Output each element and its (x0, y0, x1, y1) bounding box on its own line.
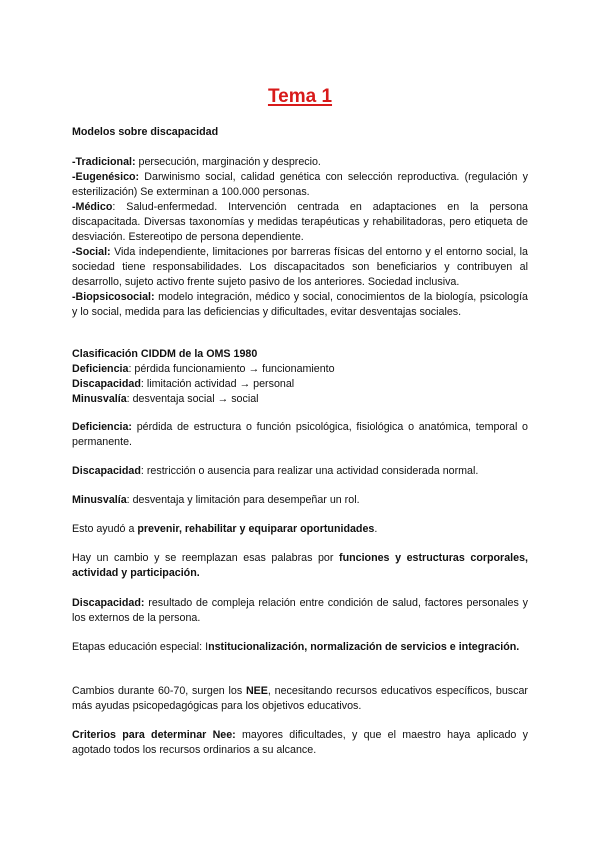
ciddm-deficiencia: Deficiencia: pérdida funcionamiento → funcionamiento (72, 363, 335, 375)
esto-ayudo: Esto ayudó a prevenir, rehabilitar y equiparar oportunidades. (72, 523, 378, 535)
criterios-nee: Criterios para determinar Nee: mayores dificultades, y que el maestro haya aplicado y agotado todos los recursos ordinarios a su alcance. (72, 729, 528, 756)
model-tradicional: -Tradicional: persecución, marginación y desprecio. (72, 156, 321, 168)
cambio-palabras: Hay un cambio y se reemplazan esas palabras por funciones y estructuras corporales, actividad y participación. (72, 552, 528, 579)
model-eugenesico: -Eugenésico: Darwinismo social, calidad genética con selección reproductiva. (regulación y esterilización) Se exterminan a 100.000 personas. (72, 171, 528, 198)
model-biopsicosocial: -Biopsicosocial: modelo integración, médico y social, conocimientos de la biología, psicología y lo social, medida para las deficiencias y dificultades, evitar desventajas sociales. (72, 291, 528, 318)
page-title: Tema 1 (267, 86, 333, 107)
def-deficiencia: Deficiencia: pérdida de estructura o función psicológica, fisiológica o anatómica, temporal o permanente. (72, 421, 528, 448)
def-minusvalia: Minusvalía: desventaja y limitación para desempeñar un rol. (72, 494, 360, 506)
etapas-educacion: Etapas educación especial: Institucionalización, normalización de servicios e integración. (72, 641, 520, 653)
model-social: -Social: Vida independiente, limitaciones por barreras físicas del entorno y el entorno social, la sociedad tiene responsabilidades. Los discapacitados son beneficiarios y contribuyen al desarrollo, sujeto activo frente sujeto pasivo de los anteriores. Sociedad inclusiva. (72, 246, 528, 288)
cambios-60-70: Cambios durante 60-70, surgen los NEE, necesitando recursos educativos específicos, buscar más ayudas psicopedagógicas para los objetivos educativos. (72, 685, 528, 712)
models-list (72, 155, 528, 320)
ciddm-discapacidad: Discapacidad: limitación actividad → personal (72, 378, 295, 390)
ciddm-minusvalia: Minusvalía: desventaja social → social (72, 393, 259, 405)
def-discapacidad: Discapacidad: restricción o ausencia para realizar una actividad considerada normal. (72, 465, 479, 477)
heading-models: Modelos sobre discapacidad (72, 126, 219, 138)
model-medico: -Médico: Salud-enfermedad. Intervención centrada en adaptaciones en la persona discapacitada. Diversas taxonomías y medidas terapéuticas y rehabilitadoras, pero etiqueta de desviación. Estereotipo de persona dependiente. (72, 201, 528, 243)
def-discapacidad-2: Discapacidad: resultado de compleja relación entre condición de salud, factores personales y los externos de la persona. (72, 597, 528, 624)
ciddm-section (72, 347, 528, 407)
heading-ciddm: Clasificación CIDDM de la OMS 1980 (72, 348, 258, 360)
